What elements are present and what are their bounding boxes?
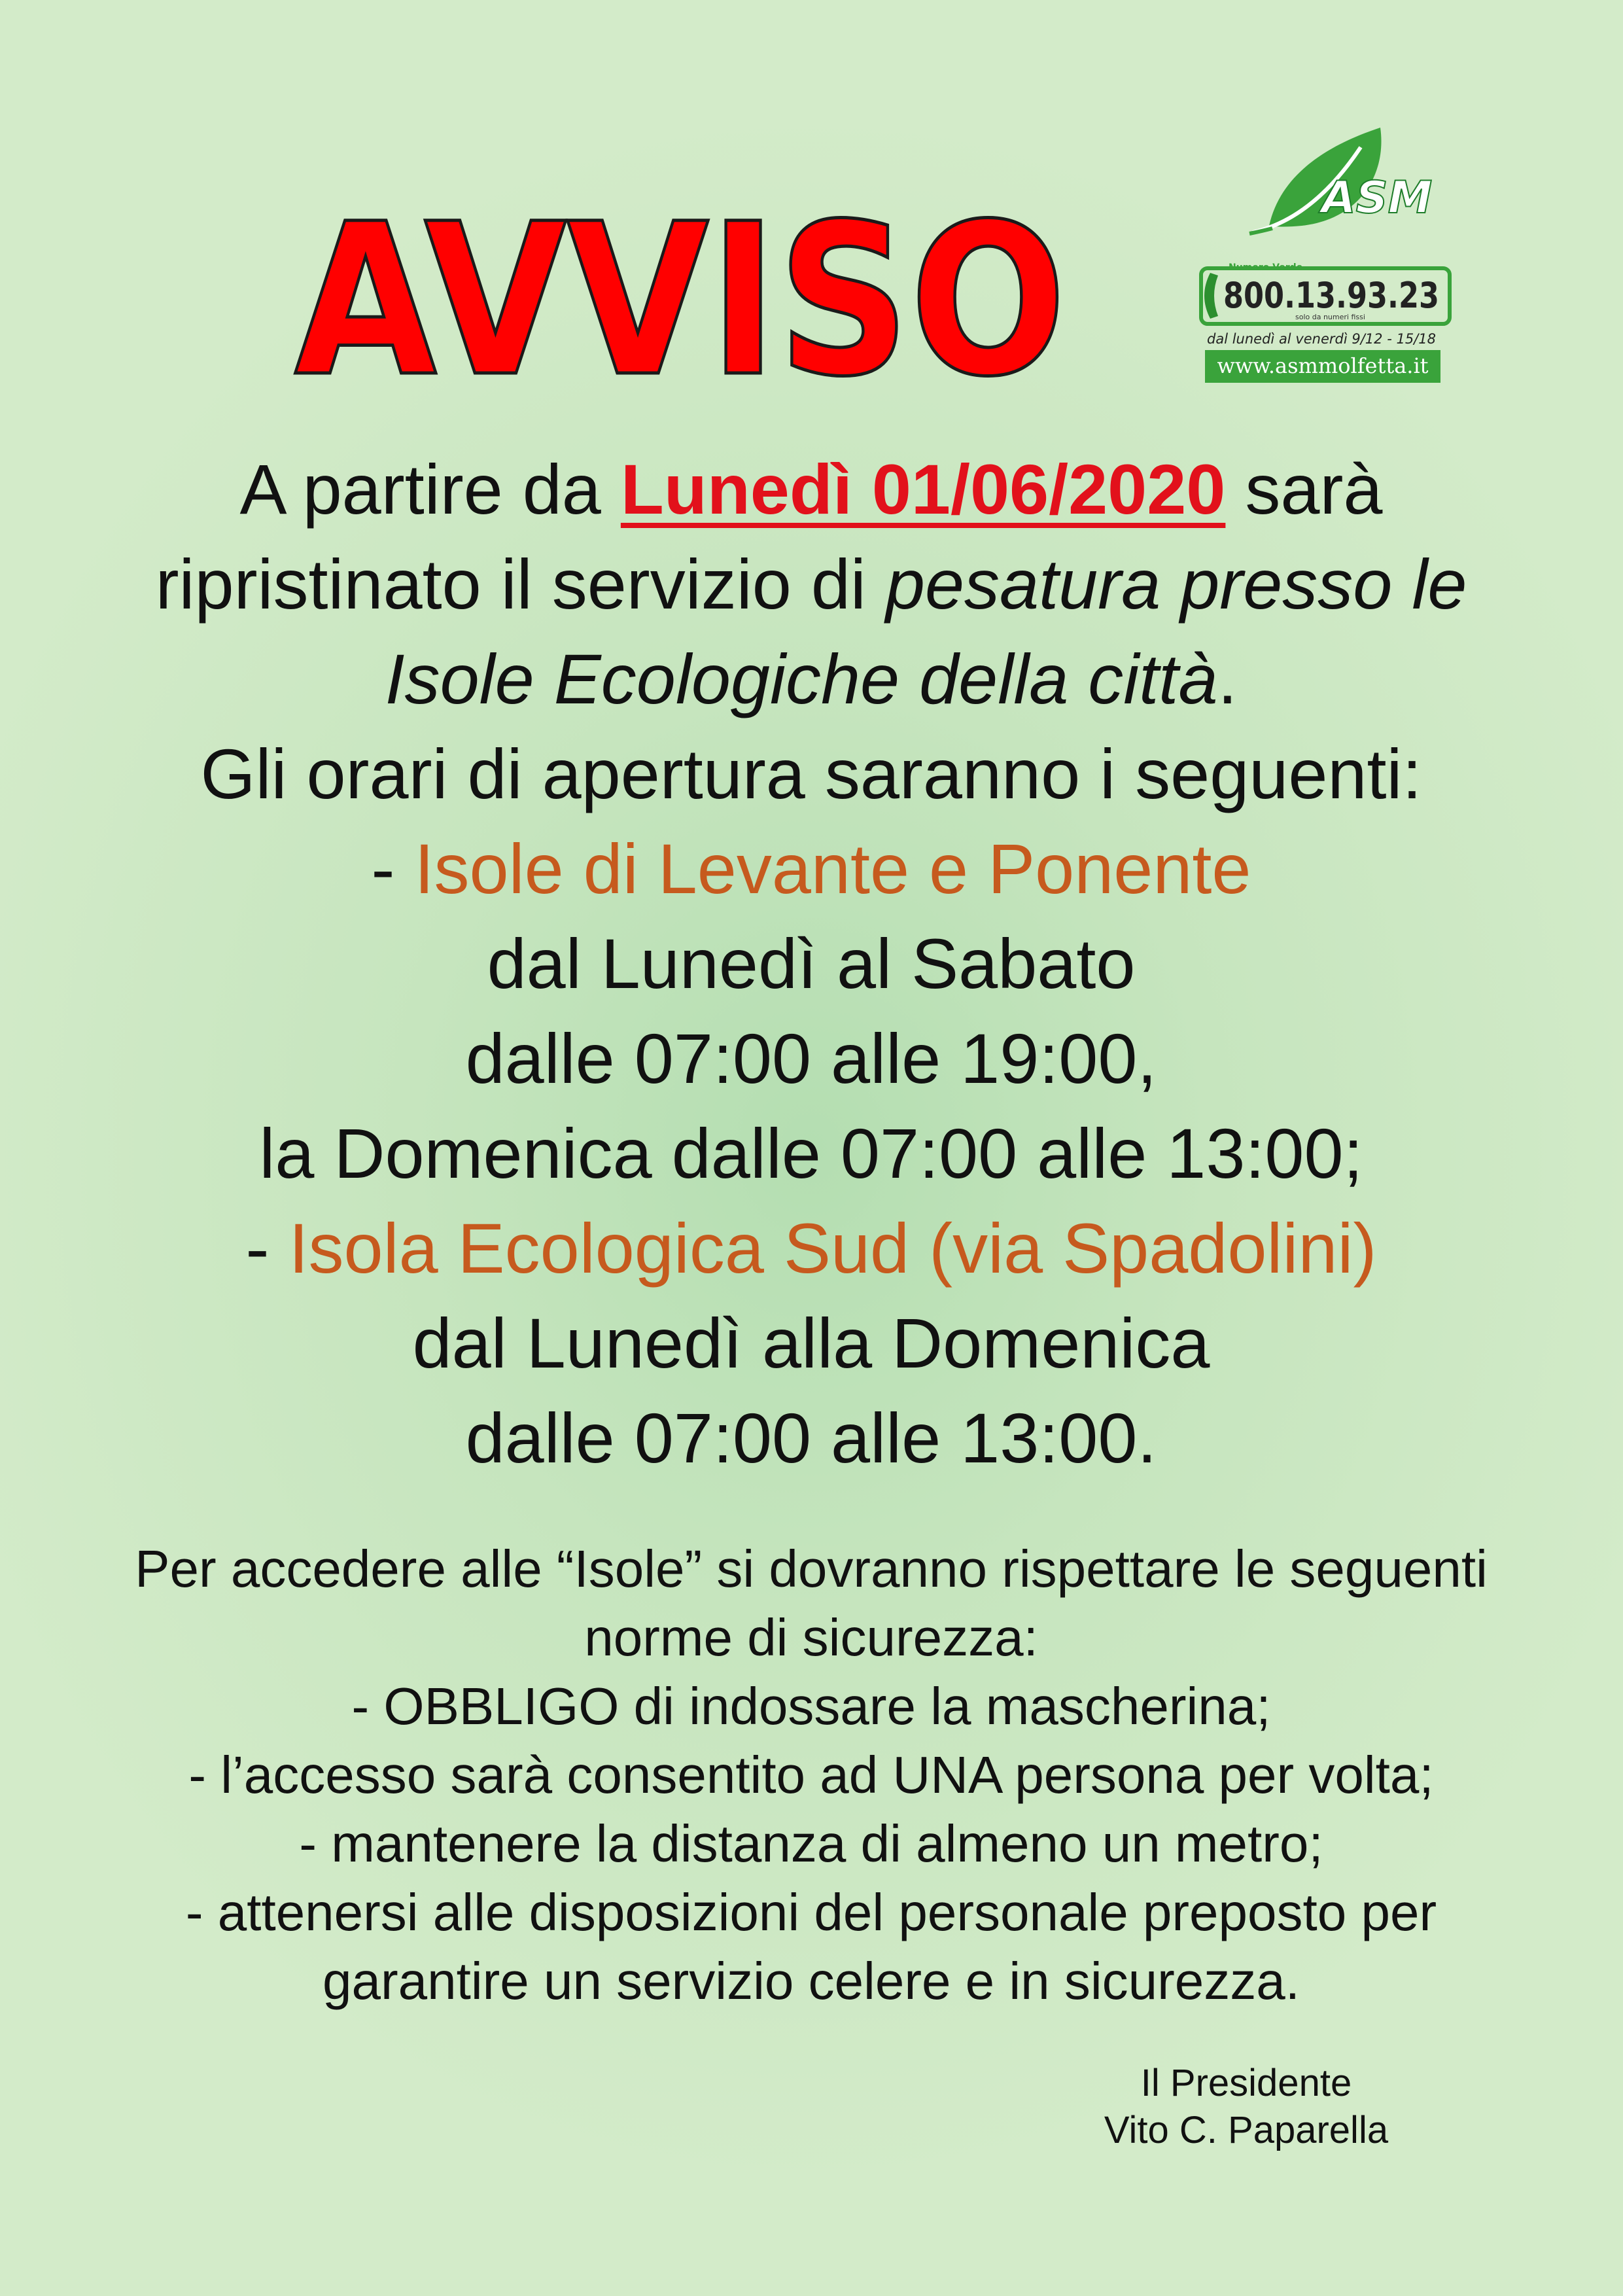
group2-dash: - <box>245 1209 289 1288</box>
group1-hours: dalle 07:00 alle 19:00, <box>465 1019 1157 1098</box>
rules-intro-2: norme di sicurezza: <box>584 1608 1038 1667</box>
rules-intro-1: Per accedere alle “Isole” si dovranno rispettare le seguenti <box>135 1540 1488 1598</box>
group2-name: Isola Ecologica Sud (via Spadolini) <box>288 1209 1377 1288</box>
line3-suffix: . <box>1217 639 1238 718</box>
freephone-label: Numero Verde <box>1229 262 1303 273</box>
phone-hours: dal lunedì al venerdì 9/12 - 15/18 <box>1207 331 1436 347</box>
phone-note: solo da numeri fissi <box>1295 313 1365 321</box>
group1-dash: - <box>371 829 415 908</box>
group2-days: dal Lunedì alla Domenica <box>412 1303 1210 1383</box>
group1-days: dal Lunedì al Sabato <box>487 924 1136 1003</box>
rule-item: - OBBLIGO di indossare la mascherina; <box>351 1677 1271 1735</box>
service-name-part2: Isole Ecologiche della città <box>385 639 1218 718</box>
signature-role: Il Presidente <box>1140 2062 1352 2104</box>
rule-item: - mantenere la distanza di almeno un metro; <box>299 1814 1323 1873</box>
logo-brand: ASM <box>1321 172 1433 224</box>
website-link[interactable]: www.asmmolfetta.it <box>1217 353 1429 378</box>
phone-number: 800.13.93.23 <box>1223 275 1439 316</box>
service-name-part1: pesatura presso le <box>885 544 1467 624</box>
group1-name: Isole di Levante e Ponente <box>414 829 1251 908</box>
line1-prefix: A partire da <box>239 450 621 529</box>
title-text: AVVISO <box>294 179 1066 423</box>
line2-prefix: ripristinato il servizio di <box>155 544 886 624</box>
rule-item: - attenersi alle disposizioni del personale preposto per <box>185 1883 1437 1941</box>
group2-hours: dalle 07:00 alle 13:00. <box>465 1398 1157 1477</box>
hours-intro: Gli orari di apertura saranno i seguenti: <box>200 734 1422 813</box>
rule-item: garantire un servizio celere e in sicurezza. <box>322 1952 1300 2010</box>
line1-suffix: sarà <box>1225 450 1383 529</box>
group1-sunday: la Domenica dalle 07:00 alle 13:00; <box>259 1114 1363 1193</box>
start-date: Lunedì 01/06/2020 <box>620 450 1226 529</box>
signature-name: Vito C. Paparella <box>1104 2109 1389 2151</box>
rule-item: - l’accesso sarà consentito ad UNA persona per volta; <box>188 1746 1434 1804</box>
safety-rules <box>26 0 1596 2028</box>
